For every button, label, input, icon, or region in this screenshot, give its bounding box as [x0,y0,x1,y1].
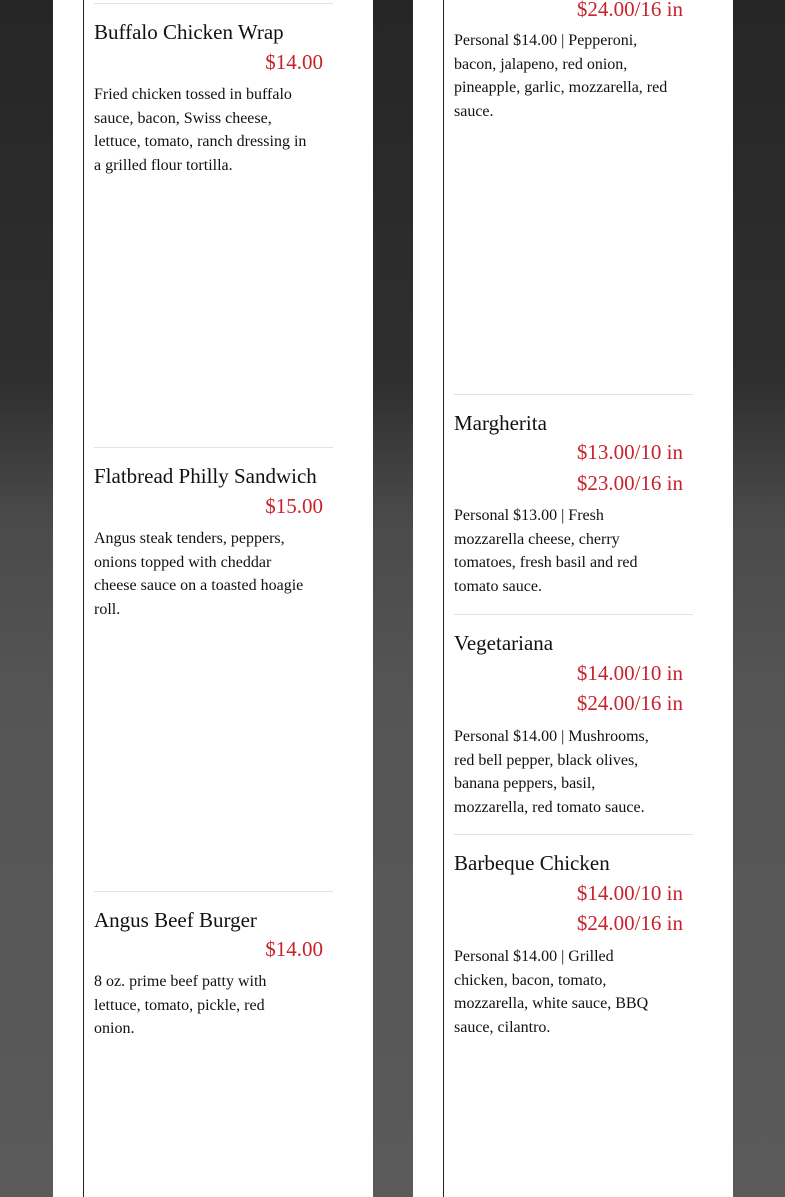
item-description: Personal $14.00 | Mushrooms, red bell pepper, black olives, banana peppers, basil, mozzarella, red tomato sauce. [454,728,649,816]
item-price-10: $14.00/10 in [576,661,683,685]
item-name: Angus Beef Burger [94,908,257,932]
item-price-16: $23.00/16 in [576,471,683,495]
item-divider [94,891,333,892]
item-name: Flatbread Philly Sandwich [94,464,317,488]
item-description: Personal $13.00 | Fresh mozzarella cheese, cherry tomatoes, fresh basil and red tomato sauce. [454,507,638,595]
item-price-10: $13.00/10 in [576,440,683,464]
item-divider [454,834,693,835]
item-price: $15.00 [265,494,323,518]
item-description: Fried chicken tossed in buffalo sauce, bacon, Swiss cheese, lettuce, tomato, ranch dressing in a grilled flour tortilla. [94,86,307,174]
item-price-16: $24.00/16 in [576,691,683,715]
left-menu-panel [53,0,373,1197]
item-name: Margherita [454,411,547,435]
panel-border-line [83,0,84,1197]
item-divider [454,394,693,395]
item-price: $14.00 [265,937,323,961]
right-menu-panel [413,0,733,1197]
item-name: Barbeque Chicken [454,851,610,875]
item-description: Personal $14.00 | Pepperoni, bacon, jalapeno, red onion, pineapple, garlic, mozzarella, red sauce. [454,32,668,120]
item-description: Angus steak tenders, peppers, onions topped with cheddar cheese sauce on a toasted hoagie roll. [94,530,304,618]
item-description: Personal $14.00 | Grilled chicken, bacon, tomato, mozzarella, white sauce, BBQ sauce, cilantro. [454,948,649,1036]
item-name: Buffalo Chicken Wrap [94,20,284,44]
item-price-16: $24.00/16 in [576,0,683,21]
item-price-10: $14.00/10 in [576,881,683,905]
item-price: $14.00 [265,50,323,74]
item-divider [94,3,333,4]
item-divider [454,614,693,615]
item-divider [94,447,333,448]
panel-border-line [443,0,444,1197]
item-price-16: $24.00/16 in [576,911,683,935]
item-name: Vegetariana [454,631,554,655]
item-description: 8 oz. prime beef patty with lettuce, tomato, pickle, red onion. [94,973,267,1037]
